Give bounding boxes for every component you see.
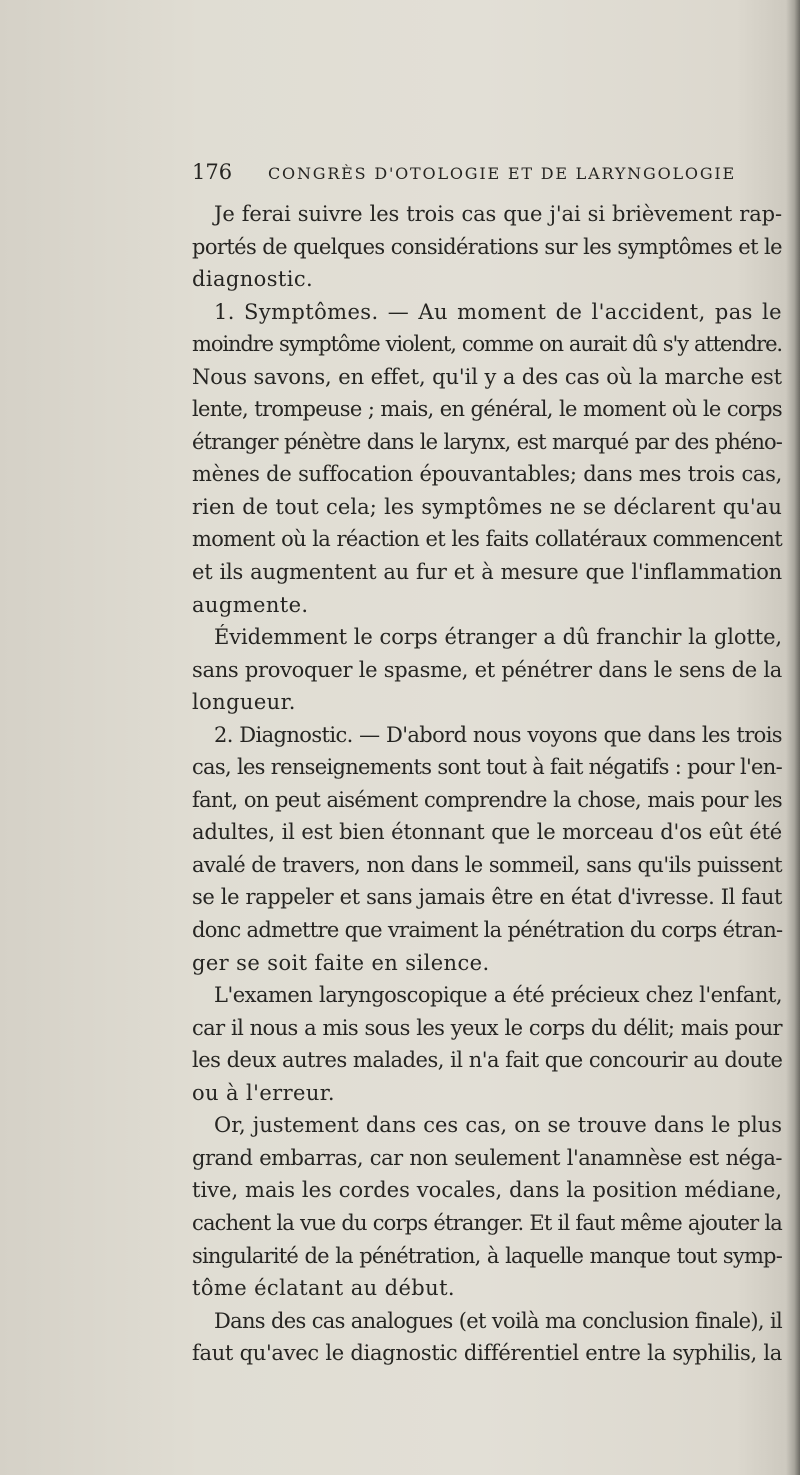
text-line: portés de quelques considérations sur les symptômes et le [192,234,782,259]
text-line: sans provoquer le spasme, et pénétrer dans le sens de la [192,657,782,682]
page-number: 176 [192,160,233,184]
running-title: CONGRÈS D'OTOLOGIE ET DE LARYNGOLOGIE [268,164,737,183]
text-line: Nous savons, en effet, qu'il y a des cas où la marche est [192,364,782,389]
text-line: moindre symptôme violent, comme on aurait dû s'y attendre. [192,332,782,357]
text-line: mènes de suffocation épouvantables; dans mes trois cas, [192,462,782,487]
text-line: faut qu'avec le diagnostic différentiel entre la syphilis, la [192,1341,782,1366]
text-line: avalé de travers, non dans le sommeil, sans qu'ils puissent [192,852,782,877]
running-header [192,160,752,184]
text-line: Je ferai suivre les trois cas que j'ai si brièvement rap- [214,202,782,226]
text-line: donc admettre que vraiment la pénétration du corps étran- [192,918,783,943]
text-line: 2. Diagnostic. — D'abord nous voyons que dans les trois [214,722,782,747]
text-line: grand embarras, car non seulement l'anamnèse est néga- [192,1145,782,1170]
body-text [192,198,782,1370]
text-line: 1. Symptômes. — Au moment de l'accident, pas le [214,299,782,324]
text-line: lente, trompeuse ; mais, en général, le moment où le corps [192,397,782,422]
text-line: ou à l'erreur. [192,1080,335,1105]
text-line: moment où la réaction et les faits collatéraux commencent [192,527,782,552]
text-line: Évidemment le corps étranger a dû franchir la glotte, [214,625,782,650]
text-line: Or, justement dans ces cas, on se trouve dans le plus [214,1113,782,1138]
text-line: tive, mais les cordes vocales, dans la position médiane, [192,1178,782,1203]
text-line: longueur. [192,690,296,715]
text-line: rien de tout cela; les symptômes ne se déclarent qu'au [192,494,782,519]
text-line: se le rappeler et sans jamais être en état d'ivresse. Il faut [192,885,782,910]
text-line: cas, les renseignements sont tout à fait négatifs : pour l'en- [192,755,782,780]
text-line: tôme éclatant au début. [192,1276,455,1301]
text-line: L'examen laryngoscopique a été précieux chez l'enfant, [214,983,782,1008]
text-line: car il nous a mis sous les yeux le corps du délit; mais pour [192,1015,782,1040]
text-line: adultes, il est bien étonnant que le morceau d'os eût été [192,820,782,845]
text-line: ger se soit faite en silence. [192,950,490,975]
text-line: cachent la vue du corps étranger. Et il faut même ajouter la [192,1210,782,1235]
text-line: diagnostic. [192,267,314,292]
text-line: et ils augmentent au fur et à mesure que l'inflammation [192,560,782,585]
text-line: augmente. [192,592,309,617]
text-line: Dans des cas analogues (et voilà ma conclusion finale), il [214,1308,782,1333]
text-line: singularité de la pénétration, à laquelle manque tout symp- [192,1243,782,1268]
page-edge-shadow [786,0,800,1475]
text-line: étranger pénètre dans le larynx, est marqué par des phéno- [192,429,782,454]
text-line: fant, on peut aisément comprendre la chose, mais pour les [192,787,782,812]
text-line: les deux autres malades, il n'a fait que concourir au doute [192,1048,783,1073]
